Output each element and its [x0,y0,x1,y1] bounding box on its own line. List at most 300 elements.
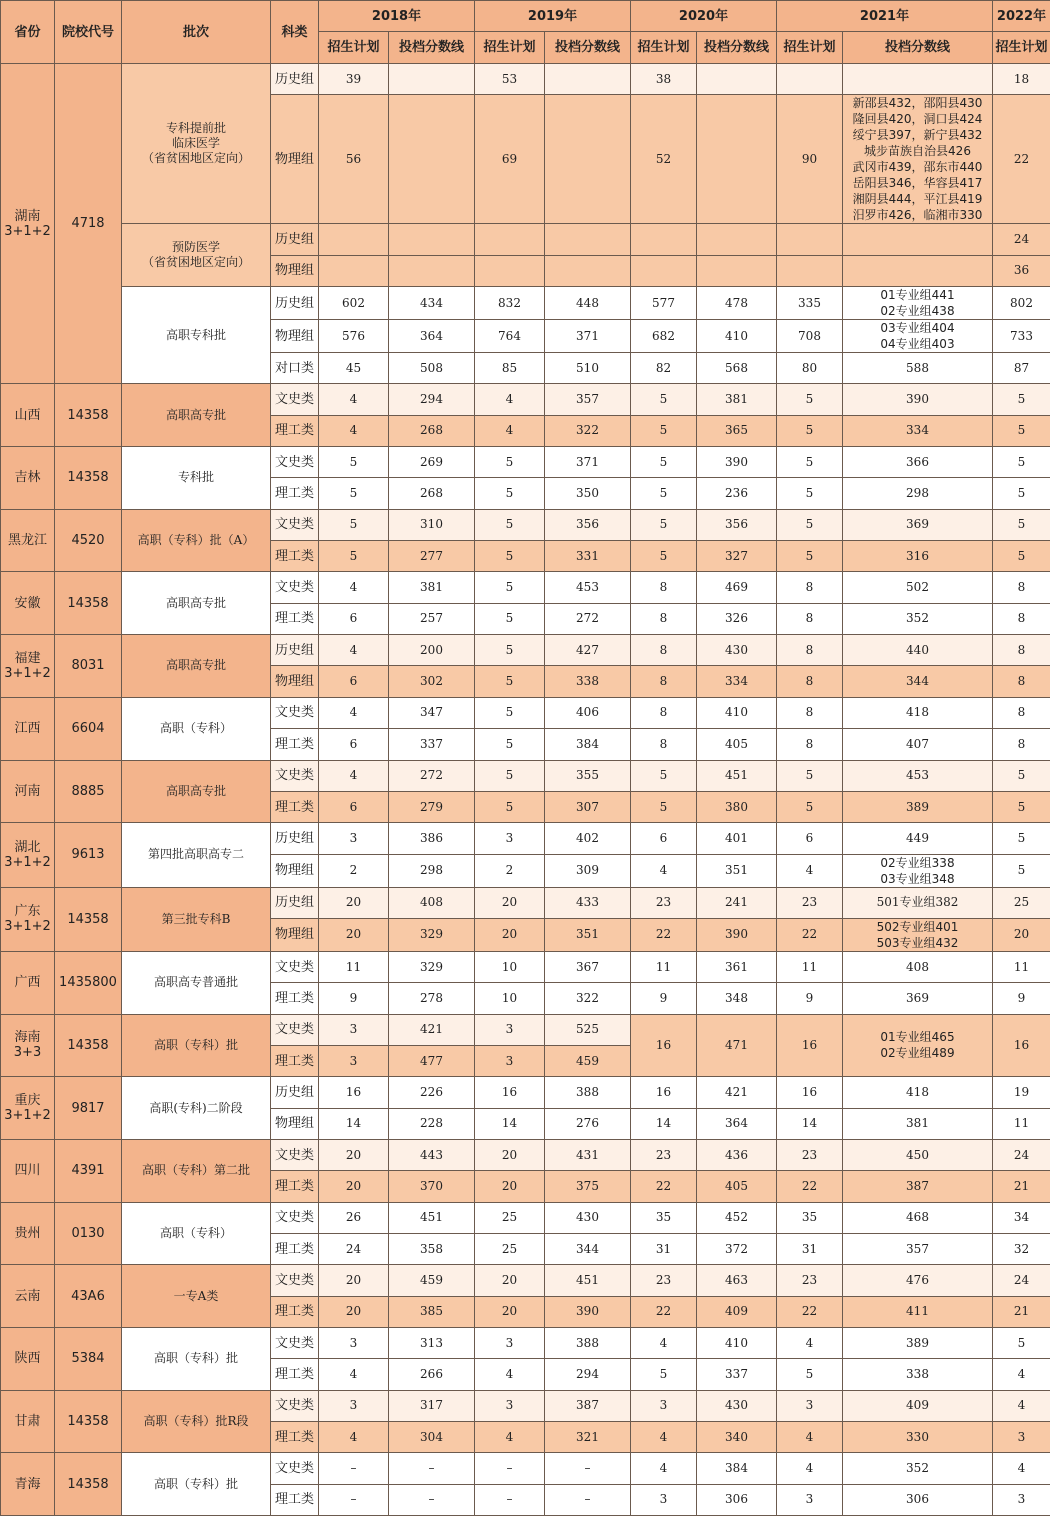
data-cell: – [545,1484,631,1515]
data-cell: 443 [389,1139,475,1170]
data-cell: 5 [475,791,545,822]
data-cell [631,224,697,255]
school-code-cell: 9817 [55,1077,122,1140]
data-cell: 9 [319,983,389,1014]
category-cell: 物理组 [271,95,319,224]
table-row [1,823,1050,854]
data-cell: 23 [631,887,697,918]
data-cell: 5 [475,478,545,509]
province-cell: 重庆 3+1+2 [1,1077,55,1140]
data-cell: 370 [389,1171,475,1202]
data-cell: 321 [545,1422,631,1453]
data-cell: 352 [843,1453,993,1484]
data-cell: 5 [993,415,1050,446]
data-cell: 01专业组441 02专业组438 [843,287,993,320]
category-cell: 文史类 [271,1139,319,1170]
data-cell: 310 [389,509,475,540]
table-row [1,64,1050,95]
data-cell: 4 [475,384,545,415]
data-cell [545,224,631,255]
data-cell: 5 [475,541,545,572]
data-cell: 409 [843,1390,993,1421]
data-cell: 4 [475,415,545,446]
school-code-cell: 4391 [55,1139,122,1202]
data-cell: 20 [993,918,1050,951]
data-cell: 335 [777,287,843,320]
province-cell: 湖北 3+1+2 [1,823,55,887]
category-cell: 理工类 [271,729,319,760]
data-cell: 421 [697,1077,777,1108]
data-cell: 390 [697,447,777,478]
data-cell: 427 [545,635,631,666]
table-row [1,1077,1050,1108]
table-row [1,509,1050,540]
data-cell: 832 [475,287,545,320]
data-cell: 8 [631,666,697,697]
data-cell: 352 [843,603,993,634]
data-cell: 5 [631,541,697,572]
data-cell: 501专业组382 [843,887,993,918]
category-cell: 历史组 [271,635,319,666]
category-cell: 历史组 [271,823,319,854]
data-cell: 733 [993,320,1050,353]
data-cell: 36 [993,255,1050,286]
province-cell: 江西 [1,697,55,760]
data-cell: 5 [631,478,697,509]
data-cell: 52 [631,95,697,224]
data-cell: 357 [843,1233,993,1264]
data-cell: 682 [631,320,697,353]
data-cell: 302 [389,666,475,697]
data-cell: 23 [777,1265,843,1296]
data-cell: 22 [777,1171,843,1202]
data-cell [843,64,993,95]
data-cell: 25 [475,1202,545,1233]
batch-cell: 高职专科批 [122,287,271,384]
data-cell: 8 [777,635,843,666]
data-cell: – [389,1453,475,1484]
province-cell: 湖南 3+1+2 [1,64,55,384]
category-cell: 文史类 [271,509,319,540]
school-code-cell: 4520 [55,509,122,572]
data-cell: 8 [777,697,843,728]
data-cell: 31 [777,1233,843,1264]
data-cell: 6 [319,666,389,697]
data-cell: 434 [389,287,475,320]
data-cell: 5 [777,791,843,822]
data-cell: 294 [389,384,475,415]
data-cell: 269 [389,447,475,478]
category-cell: 理工类 [271,1422,319,1453]
data-cell: 8 [777,666,843,697]
batch-cell: 专科批 [122,447,271,510]
data-cell: 3 [319,1390,389,1421]
data-cell: 358 [389,1233,475,1264]
data-cell [389,95,475,224]
data-cell: 459 [389,1265,475,1296]
data-cell: 381 [697,384,777,415]
header-year-2022: 2022年 [993,1,1050,32]
data-cell: 388 [545,1328,631,1359]
data-cell: 568 [697,353,777,384]
data-cell: 326 [697,603,777,634]
batch-cell: 高职（专科）批 [122,1328,271,1391]
school-code-cell: 14358 [55,447,122,510]
data-cell: 5 [631,760,697,791]
batch-cell: 高职高专批 [122,635,271,698]
province-cell: 吉林 [1,447,55,510]
school-code-cell: 9613 [55,823,122,887]
data-cell: 45 [319,353,389,384]
data-cell: 35 [631,1202,697,1233]
data-cell: 21 [993,1296,1050,1327]
data-cell: 317 [389,1390,475,1421]
header-score: 投档分数线 [843,32,993,64]
category-cell: 对口类 [271,353,319,384]
batch-cell: 高职（专科）第二批 [122,1139,271,1202]
data-cell: 01专业组465 02专业组489 [843,1014,993,1077]
data-cell: 20 [319,1139,389,1170]
data-cell: 22 [631,918,697,951]
data-cell: 390 [545,1296,631,1327]
header-year-2018: 2018年 [319,1,475,32]
category-cell: 理工类 [271,1296,319,1327]
data-cell: 2 [319,854,389,887]
data-cell: 4 [631,1453,697,1484]
data-cell: 3 [319,1014,389,1045]
data-cell: 90 [777,95,843,224]
data-cell: 331 [545,541,631,572]
data-cell: 337 [697,1359,777,1390]
data-cell: 471 [697,1014,777,1077]
data-cell: 340 [697,1422,777,1453]
data-cell: 5 [319,541,389,572]
province-cell: 黑龙江 [1,509,55,572]
data-cell: 459 [545,1045,631,1076]
data-cell: 19 [993,1077,1050,1108]
data-cell: 576 [319,320,389,353]
data-cell: 5 [777,384,843,415]
batch-cell: 预防医学 （省贫困地区定向） [122,224,271,287]
data-cell: 407 [843,729,993,760]
data-cell: 8 [993,729,1050,760]
data-cell: 380 [697,791,777,822]
category-cell: 理工类 [271,603,319,634]
data-cell: 11 [993,1108,1050,1139]
data-cell: 418 [843,1077,993,1108]
data-cell: 4 [475,1359,545,1390]
data-cell: 4 [319,415,389,446]
batch-cell: 第四批高职高专二 [122,823,271,887]
province-cell: 河南 [1,760,55,823]
header-year-2021: 2021年 [777,1,993,32]
province-cell: 广西 [1,951,55,1014]
data-cell: – [319,1453,389,1484]
data-cell: 24 [993,1265,1050,1296]
school-code-cell: 8031 [55,635,122,698]
data-cell [545,255,631,286]
data-cell: 5 [993,791,1050,822]
data-cell: 3 [631,1484,697,1515]
province-cell: 甘肃 [1,1390,55,1453]
data-cell: 5 [777,541,843,572]
data-cell [389,224,475,255]
category-cell: 文史类 [271,1453,319,1484]
data-cell: 11 [777,951,843,982]
data-cell: 367 [545,951,631,982]
data-cell: 8 [631,603,697,634]
data-cell: 375 [545,1171,631,1202]
data-cell: 322 [545,983,631,1014]
data-cell: 22 [777,1296,843,1327]
data-cell: 69 [475,95,545,224]
data-cell: 371 [545,320,631,353]
data-cell: 5 [993,760,1050,791]
data-cell: 408 [843,951,993,982]
data-cell: 5 [319,447,389,478]
data-cell: 411 [843,1296,993,1327]
data-cell: 5 [475,635,545,666]
data-cell: 4 [319,760,389,791]
data-cell: 21 [993,1171,1050,1202]
data-cell: 802 [993,287,1050,320]
data-cell: 5 [993,509,1050,540]
category-cell: 理工类 [271,541,319,572]
school-code-cell: 14358 [55,887,122,951]
data-cell: 23 [631,1265,697,1296]
table-row [1,1328,1050,1359]
data-cell: 309 [545,854,631,887]
data-cell: 350 [545,478,631,509]
data-cell: 277 [389,541,475,572]
data-cell: 708 [777,320,843,353]
data-cell: 406 [545,697,631,728]
data-cell: 364 [697,1108,777,1139]
data-cell: 8 [993,666,1050,697]
data-cell: 381 [843,1108,993,1139]
data-cell: 4 [777,854,843,887]
data-cell: 87 [993,353,1050,384]
data-cell: 344 [545,1233,631,1264]
data-cell: 356 [545,509,631,540]
data-cell: 386 [389,823,475,854]
data-cell: 334 [697,666,777,697]
data-cell: 6 [319,603,389,634]
data-cell: 34 [993,1202,1050,1233]
table-row [1,447,1050,478]
data-cell: 5 [631,509,697,540]
category-cell: 理工类 [271,415,319,446]
data-cell: 16 [319,1077,389,1108]
data-cell: 16 [475,1077,545,1108]
data-cell: 3 [319,1328,389,1359]
province-cell: 青海 [1,1453,55,1516]
data-cell [319,255,389,286]
category-cell: 历史组 [271,1077,319,1108]
data-cell: 306 [697,1484,777,1515]
school-code-cell: 8885 [55,760,122,823]
data-cell: 85 [475,353,545,384]
data-cell: 421 [389,1014,475,1045]
data-cell: 313 [389,1328,475,1359]
data-cell: 26 [319,1202,389,1233]
school-code-cell: 14358 [55,572,122,635]
data-cell: 402 [545,823,631,854]
data-cell: 344 [843,666,993,697]
data-cell: 8 [777,603,843,634]
data-cell: 18 [993,64,1050,95]
category-cell: 理工类 [271,478,319,509]
province-cell: 海南 3+3 [1,1014,55,1077]
data-cell: 390 [843,384,993,415]
data-cell: 5 [993,384,1050,415]
batch-cell: 高职(专科)二阶段 [122,1077,271,1140]
header-plan: 招生计划 [777,32,843,64]
data-cell: 新邵县432，邵阳县430 隆回县420，洞口县424 绥宁县397，新宁县432 城步苗族自治县426 武冈市439，邵东市440 岳阳县346，华容县417 湘阴县444，平江县419 汨罗市426，临湘市330 [843,95,993,224]
data-cell: 384 [545,729,631,760]
data-cell: 20 [475,918,545,951]
province-cell: 四川 [1,1139,55,1202]
header-score: 投档分数线 [697,32,777,64]
data-cell: 385 [389,1296,475,1327]
data-cell: 5 [475,447,545,478]
data-cell: 387 [545,1390,631,1421]
data-cell: 3 [319,823,389,854]
category-cell: 文史类 [271,447,319,478]
data-cell: 276 [545,1108,631,1139]
category-cell: 理工类 [271,1359,319,1390]
data-cell [545,95,631,224]
data-cell: 322 [545,415,631,446]
data-cell: 272 [545,603,631,634]
data-cell: 4 [777,1453,843,1484]
data-cell: 448 [545,287,631,320]
data-cell: 508 [389,353,475,384]
batch-cell: 专科提前批 临床医学 （省贫困地区定向） [122,64,271,224]
data-cell: 356 [697,509,777,540]
data-cell [777,64,843,95]
data-cell: 361 [697,951,777,982]
table-row [1,384,1050,415]
data-cell: 4 [319,1359,389,1390]
data-cell: 5 [475,760,545,791]
data-cell [777,255,843,286]
header-category: 科类 [271,1,319,64]
data-cell: 316 [843,541,993,572]
data-cell: 4 [319,635,389,666]
data-cell: 5 [777,1359,843,1390]
data-cell: 5 [319,478,389,509]
batch-cell: 高职（专科）批R段 [122,1390,271,1453]
data-cell: 304 [389,1422,475,1453]
data-cell: 9 [777,983,843,1014]
data-cell: 8 [777,572,843,603]
table-row [1,1390,1050,1421]
batch-cell: 高职高专批 [122,572,271,635]
data-cell: 3 [777,1390,843,1421]
batch-cell: 高职（专科）批 [122,1453,271,1516]
data-cell: 5 [993,541,1050,572]
batch-cell: 高职（专科）批（A） [122,509,271,572]
data-cell: 8 [631,635,697,666]
school-code-cell: 43A6 [55,1265,122,1328]
data-cell: 2 [475,854,545,887]
category-cell: 文史类 [271,951,319,982]
data-cell: 9 [631,983,697,1014]
data-cell: 387 [843,1171,993,1202]
category-cell: 文史类 [271,384,319,415]
province-cell: 福建 3+1+2 [1,635,55,698]
data-cell: 4 [777,1422,843,1453]
data-cell: 4 [631,854,697,887]
data-cell: 20 [319,1296,389,1327]
school-code-cell: 4718 [55,64,122,384]
data-cell: 307 [545,791,631,822]
province-cell: 云南 [1,1265,55,1328]
data-cell: 228 [389,1108,475,1139]
data-cell: 24 [319,1233,389,1264]
school-code-cell: 14358 [55,1014,122,1077]
data-cell: 294 [545,1359,631,1390]
category-cell: 物理组 [271,666,319,697]
data-cell: 14 [631,1108,697,1139]
category-cell: 物理组 [271,1108,319,1139]
data-cell: 3 [475,1390,545,1421]
data-cell: 338 [545,666,631,697]
data-cell: 03专业组404 04专业组403 [843,320,993,353]
batch-cell: 高职（专科） [122,697,271,760]
data-cell: 5 [777,478,843,509]
data-cell [697,255,777,286]
data-cell: – [319,1484,389,1515]
data-cell: 14 [777,1108,843,1139]
data-cell: 468 [843,1202,993,1233]
data-cell: 357 [545,384,631,415]
data-cell: 463 [697,1265,777,1296]
table-row [1,760,1050,791]
data-cell: 338 [843,1359,993,1390]
data-cell: 16 [777,1077,843,1108]
data-cell: 410 [697,1328,777,1359]
data-cell: 5 [475,729,545,760]
table-row [1,1453,1050,1484]
data-cell: 279 [389,791,475,822]
data-cell: 6 [631,823,697,854]
school-code-cell: 14358 [55,384,122,447]
data-cell: 306 [843,1484,993,1515]
category-cell: 文史类 [271,1390,319,1421]
data-cell: 408 [389,887,475,918]
header-plan: 招生计划 [631,32,697,64]
data-cell: 451 [545,1265,631,1296]
data-cell: 469 [697,572,777,603]
data-cell: 266 [389,1359,475,1390]
school-code-cell: 0130 [55,1202,122,1265]
data-cell: 329 [389,951,475,982]
category-cell: 物理组 [271,918,319,951]
batch-cell: 高职高专批 [122,760,271,823]
data-cell: 577 [631,287,697,320]
header-score: 投档分数线 [545,32,631,64]
data-cell: 4 [319,1422,389,1453]
data-cell: 5 [777,447,843,478]
data-cell [475,224,545,255]
data-cell: 588 [843,353,993,384]
data-cell: 440 [843,635,993,666]
data-cell: 11 [319,951,389,982]
data-cell: 4 [319,384,389,415]
data-cell: 236 [697,478,777,509]
